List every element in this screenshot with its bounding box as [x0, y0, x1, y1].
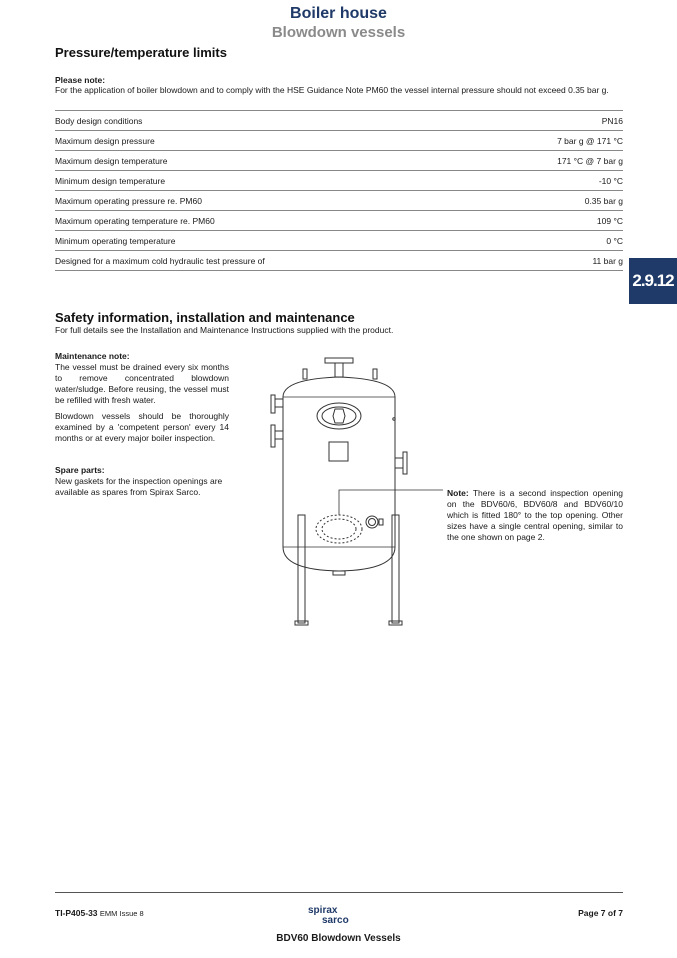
issue: EMM Issue 8	[99, 909, 144, 918]
row-label: Maximum operating temperature re. PM60	[55, 215, 215, 226]
logo-bottom: sarco	[322, 915, 349, 926]
figure-note	[447, 488, 623, 543]
row-value: -10 °C	[598, 175, 623, 186]
row-label: Designed for a maximum cold hydraulic test pressure of	[55, 255, 265, 266]
safety-heading: Safety information, installation and maintenance	[55, 310, 355, 325]
page-number: Page 7 of 7	[578, 908, 623, 918]
table-row	[55, 211, 623, 231]
safety-intro: For full details see the Installation and Maintenance Instructions supplied with the product.	[55, 325, 394, 335]
row-label: Maximum design pressure	[55, 135, 155, 146]
figure-note-label: Note:	[447, 488, 469, 498]
table-row	[55, 191, 623, 211]
row-value: 0.35 bar g	[584, 195, 623, 206]
footer-product: BDV60 Blowdown Vessels	[276, 933, 401, 944]
header-title: Boiler house	[290, 5, 387, 22]
row-value: 171 °C @ 7 bar g	[557, 155, 623, 166]
figure-note-text: There is a second inspection opening on the BDV60/6, BDV60/8 and BDV60/10 which is fitted 180° to the top opening. Other sizes have a single central opening, similar to the one shown on page 2.	[447, 488, 623, 542]
row-value: PN16	[601, 115, 623, 126]
please-note-text: For the application of boiler blowdown and to comply with the HSE Guidance Note PM60 the vessel internal pressure should not exceed 0.35 bar g.	[55, 85, 609, 95]
row-label: Maximum operating pressure re. PM60	[55, 195, 202, 206]
please-note-label: Please note:	[55, 75, 106, 85]
doc-ref: TI-P405-33	[55, 908, 98, 918]
table-row	[55, 131, 623, 151]
spare-parts-label: Spare parts:	[55, 465, 105, 475]
table-row	[55, 171, 623, 191]
table-row	[55, 111, 623, 131]
row-label: Maximum design temperature	[55, 155, 168, 166]
spirax-sarco-logo	[308, 906, 349, 926]
maintenance-label: Maintenance note:	[55, 351, 130, 361]
table-row	[55, 251, 623, 271]
footer-doc-ref	[55, 908, 144, 918]
blowdown-vessel-drawing	[265, 355, 445, 630]
table-row	[55, 231, 623, 251]
table-row	[55, 151, 623, 171]
maintenance-text-1: The vessel must be drained every six months to remove concentrated blowdown water/sludge. Before reusing, the vessel must be refilled with fresh water.	[55, 362, 229, 405]
footer-divider	[55, 892, 623, 893]
row-value: 0 °C	[606, 235, 623, 246]
row-value: 11 bar g	[592, 255, 623, 266]
row-label: Minimum design temperature	[55, 175, 166, 186]
section-tab-marker: 2.9.12	[629, 258, 677, 304]
row-value: 109 °C	[596, 215, 623, 226]
logo-top: spirax	[308, 905, 338, 916]
spare-parts-text: New gaskets for the inspection openings are available as spares from Spirax Sarco.	[55, 476, 223, 497]
limits-table	[55, 110, 623, 271]
row-label: Body design conditions	[55, 115, 143, 126]
pressure-heading: Pressure/temperature limits	[55, 45, 227, 60]
header-subtitle: Blowdown vessels	[271, 24, 406, 41]
row-value: 7 bar g @ 171 °C	[557, 135, 623, 146]
row-label: Minimum operating temperature	[55, 235, 176, 246]
maintenance-text-2: Blowdown vessels should be thoroughly examined by a 'competent person' every 14 months or at every major boiler inspection.	[55, 411, 229, 443]
